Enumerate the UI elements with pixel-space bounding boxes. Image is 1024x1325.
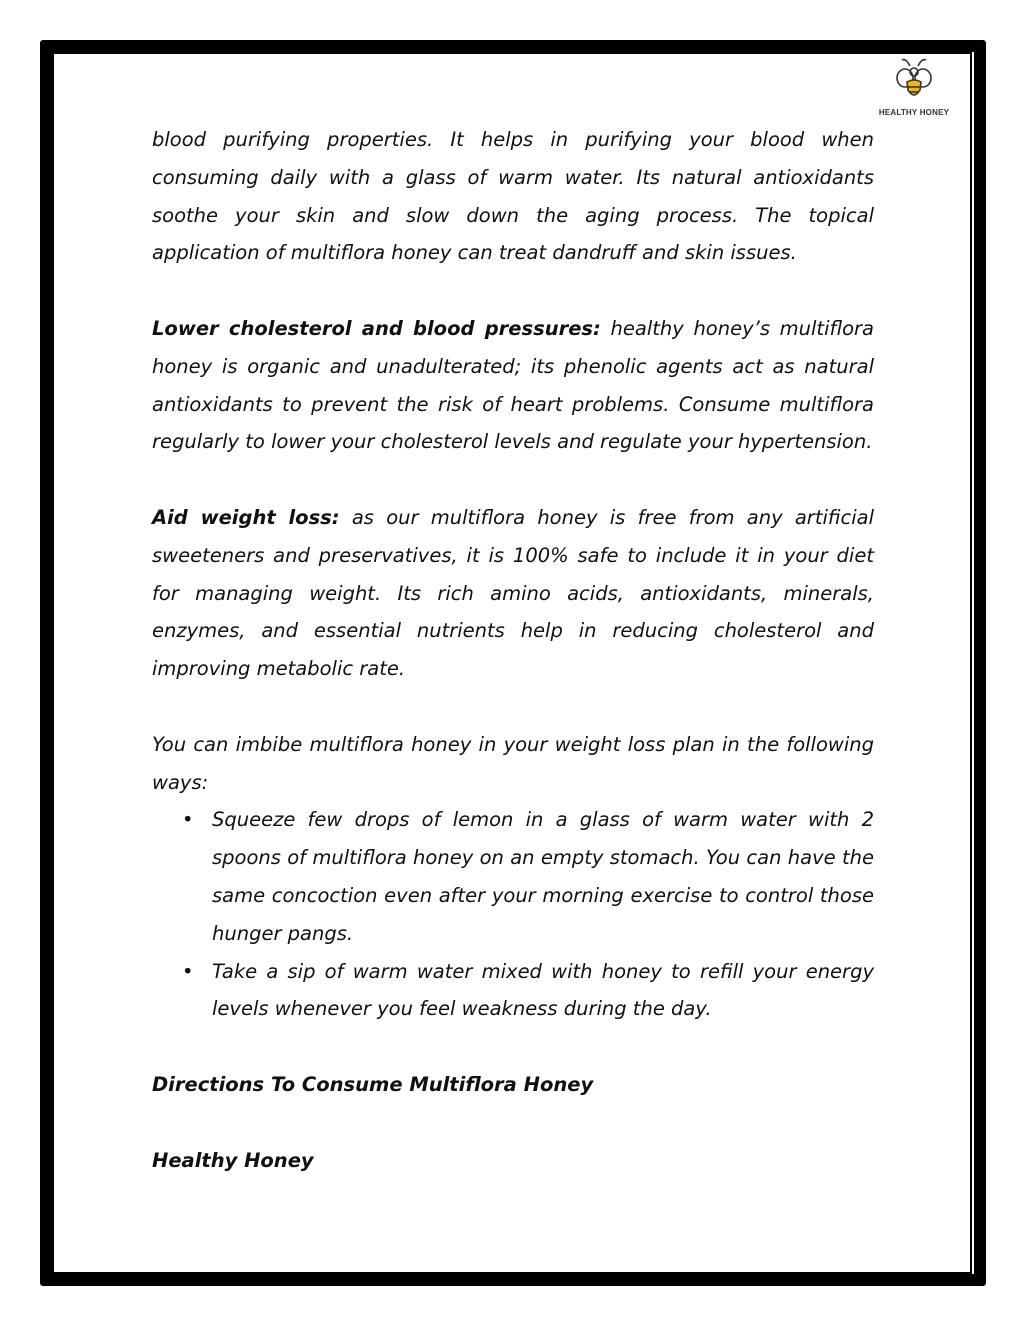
- ways-list: [152, 801, 874, 1028]
- directions-heading: Directions To Consume Multiflora Honey: [152, 1072, 594, 1096]
- paragraph-ways-intro: You can imbibe multiflora honey in your weight loss plan in the following ways:: [152, 732, 874, 794]
- paragraph-cholesterol-body: healthy honey’s multiflora honey is organic and unadulterated; its phenolic agents act as natural antioxidants to prevent the risk of heart problems. Consume multiflora regularly to lower your cholesterol levels and regulate your hypertension.: [152, 316, 874, 454]
- paragraph-cholesterol: [152, 310, 874, 461]
- document-body: [152, 121, 874, 1179]
- bullet-marker: •: [182, 808, 194, 832]
- bee-icon: [894, 56, 934, 106]
- list-item: [152, 801, 874, 952]
- list-item-text: Squeeze few drops of lemon in a glass of warm water with 2 spoons of multiflora honey on an empty stomach. You can have the same concoction even after your morning exercise to control those hunger pangs.: [212, 808, 874, 945]
- bullet-marker: •: [182, 959, 194, 983]
- healthy-honey-logo: [872, 56, 956, 126]
- paragraph-weight-loss-body: as our multiflora honey is free from any artificial sweeteners and preservatives, it is 100% safe to include it in your diet for managing weight. Its rich amino acids, antioxidants, minerals, enzymes, and essential nutrients help in reducing cholesterol and improving metabolic rate.: [152, 505, 874, 681]
- list-item: [152, 953, 874, 1029]
- paragraph-cholesterol-title: Lower cholesterol and blood pressures:: [152, 316, 601, 340]
- paragraph-weight-loss: [152, 499, 874, 688]
- paragraph-weight-loss-title: Aid weight loss:: [152, 505, 340, 529]
- brand-heading: Healthy Honey: [152, 1148, 314, 1172]
- list-item-text: Take a sip of warm water mixed with honey to refill your energy levels whenever you feel weakness during the day.: [212, 959, 874, 1021]
- paragraph-skin: blood purifying properties. It helps in purifying your blood when consuming daily with a glass of warm water. Its natural antioxidants soothe your skin and slow down the aging process. The topical application of multiflora honey can treat dandruff and skin issues.: [152, 128, 874, 265]
- logo-text: HEALTHY HONEY: [878, 108, 950, 117]
